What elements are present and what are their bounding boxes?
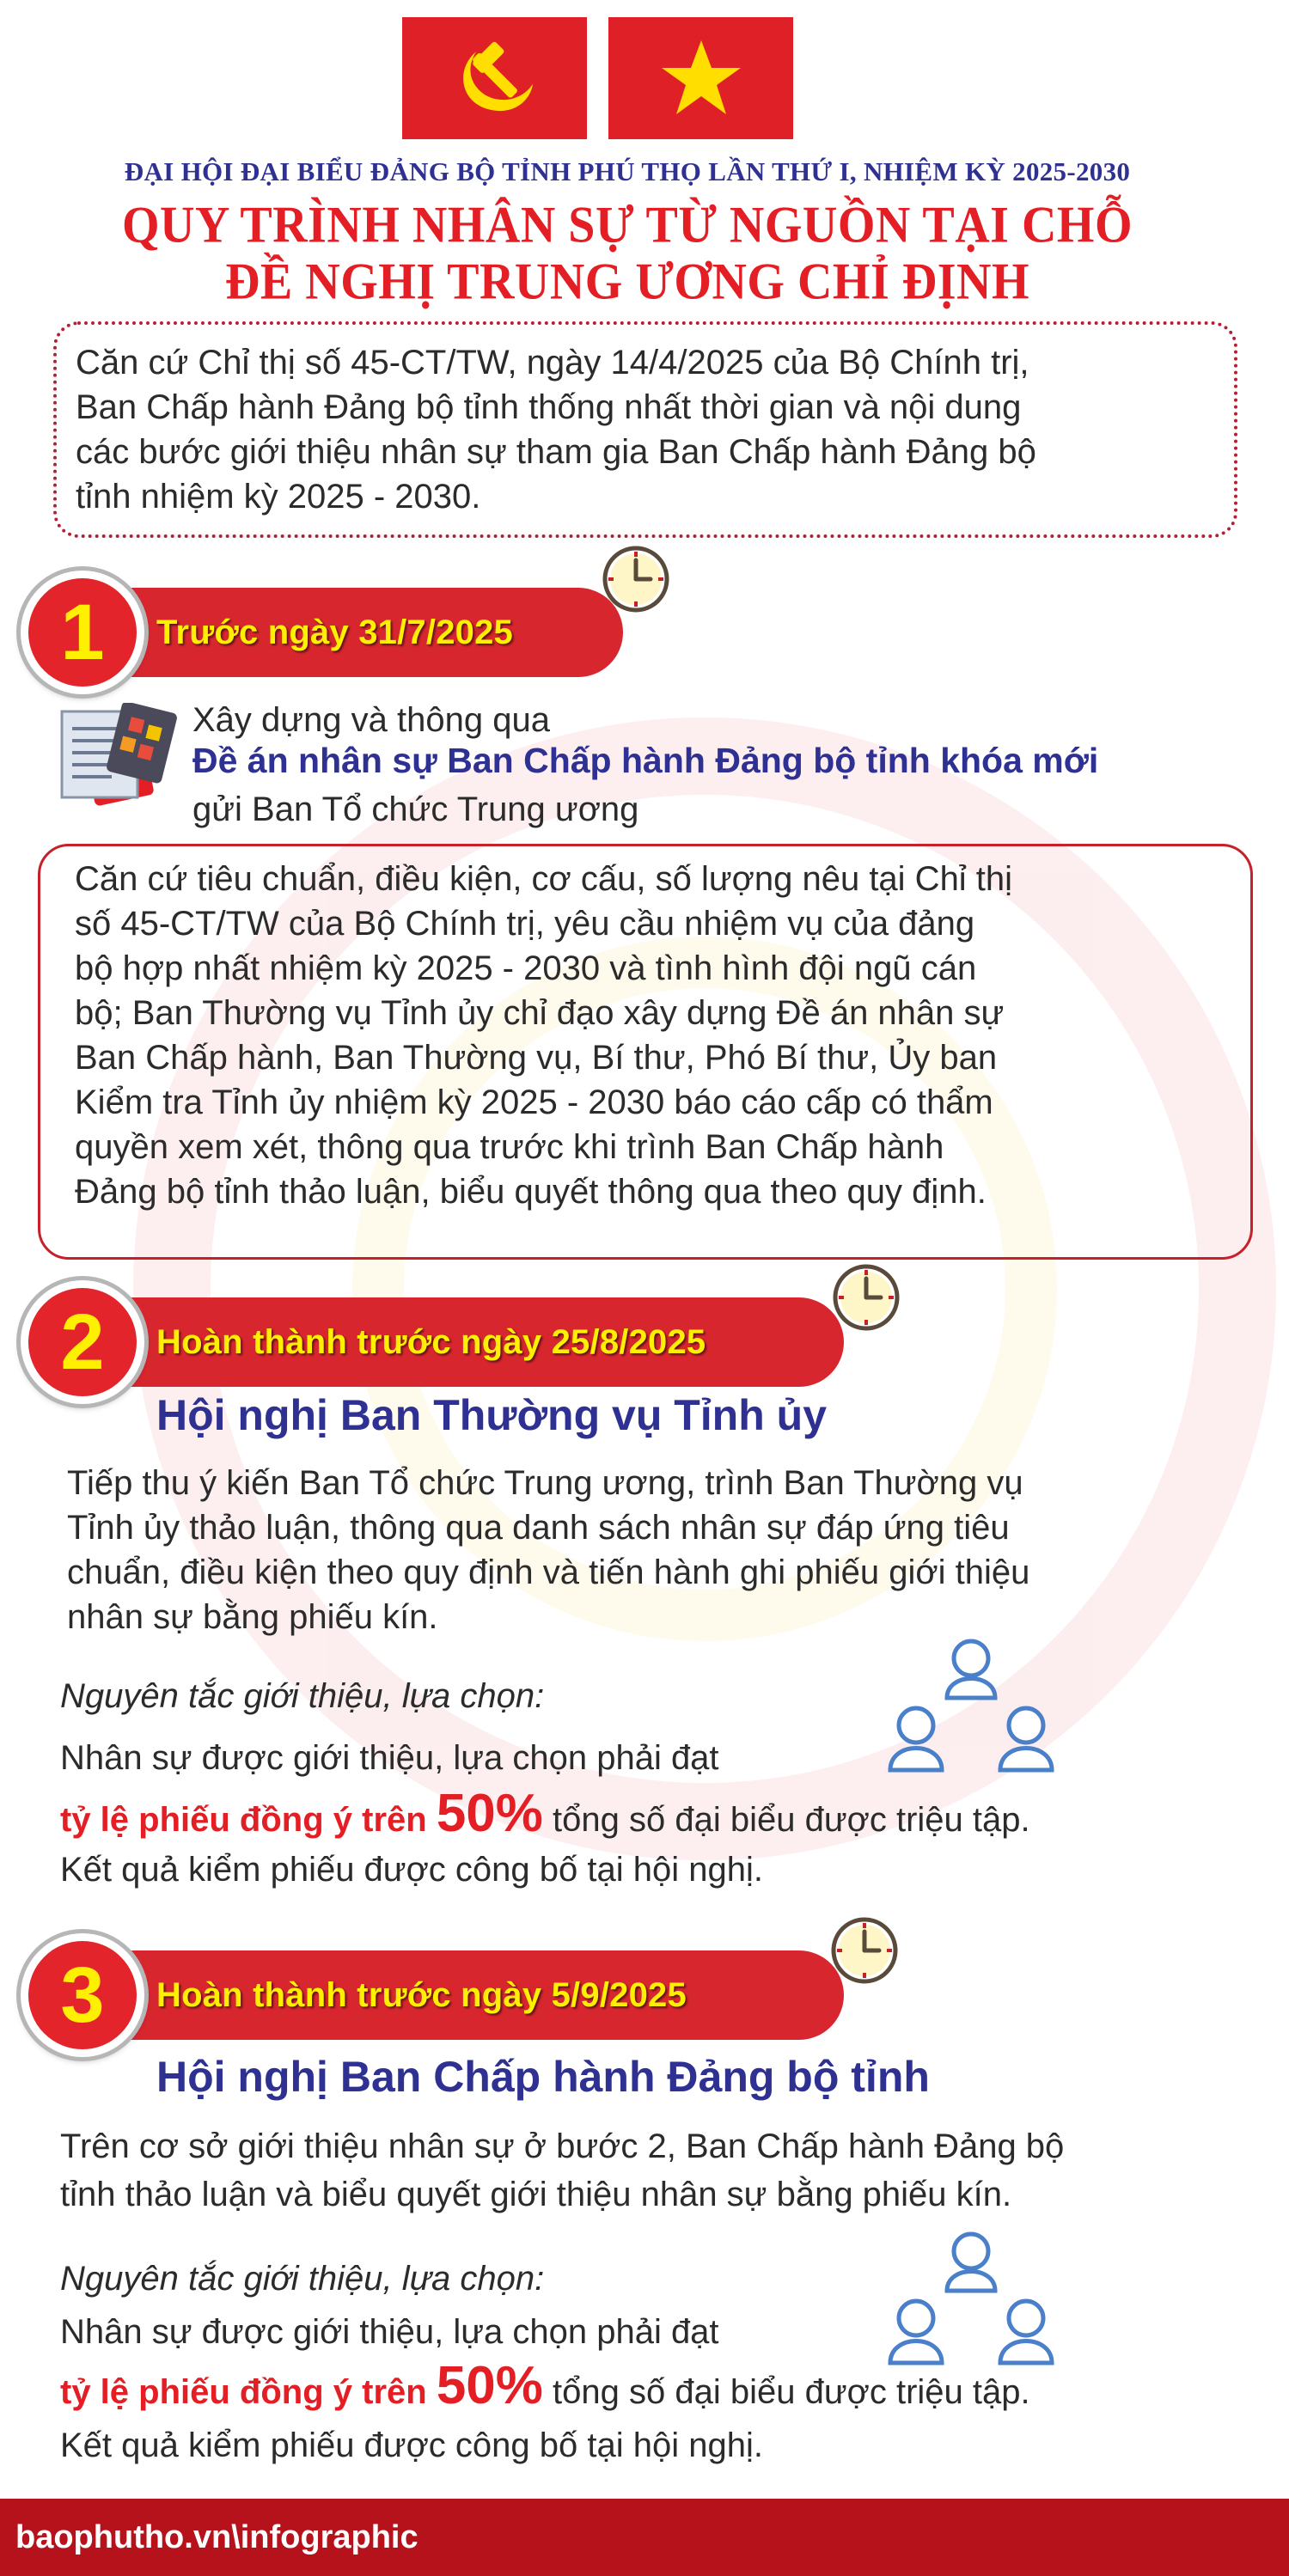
- step1-box-line: bộ; Ban Thường vụ Tỉnh ủy chỉ đạo xây dựng Đề án nhân sự: [75, 994, 1005, 1032]
- step3-ratio-value: 50%: [436, 2356, 543, 2415]
- step3-principle-label: Nguyên tắc giới thiệu, lựa chọn:: [60, 2260, 545, 2298]
- intro-line: các bước giới thiệu nhân sự tham gia Ban Chấp hành Đảng bộ: [76, 433, 1036, 471]
- step3-ratio-suffix: tổng số đại biểu được triệu tập.: [553, 2373, 1030, 2411]
- step1-detail-box: [38, 844, 1253, 1260]
- step2-result: Kết quả kiểm phiếu được công bố tại hội nghị.: [60, 1851, 763, 1889]
- clock-icon: [830, 1916, 899, 1985]
- step3-deadline-bar: [129, 1950, 844, 2040]
- step3-number: 3: [60, 1951, 105, 2039]
- step1-number-badge: [21, 571, 144, 694]
- step2-ratio-label: tỷ lệ phiếu đồng ý trên: [60, 1801, 427, 1839]
- step3-number-badge: [21, 1933, 144, 2057]
- step1-deadline: Trước ngày 31/7/2025: [156, 613, 513, 651]
- step1-number: 1: [60, 589, 105, 676]
- footer-bar: [0, 2499, 1289, 2576]
- step2-heading: Hội nghị Ban Thường vụ Tỉnh ủy: [156, 1391, 828, 1439]
- step3-body-line: Trên cơ sở giới thiệu nhân sự ở bước 2, Ban Chấp hành Đảng bộ: [60, 2127, 1065, 2165]
- step2-deadline-bar: [129, 1297, 844, 1387]
- step1-box-line: Căn cứ tiêu chuẩn, điều kiện, cơ cấu, số lượng nêu tại Chỉ thị: [75, 860, 1013, 898]
- step2-body-line: Tiếp thu ý kiến Ban Tổ chức Trung ương, trình Ban Thường vụ: [67, 1464, 1023, 1502]
- step1-box-line: số 45-CT/TW của Bộ Chính trị, yêu cầu nhiệm vụ của đảng: [75, 905, 975, 943]
- page-title-line1: QUY TRÌNH NHÂN SỰ TỪ NGUỒN TẠI CHỖ: [121, 196, 1133, 254]
- document-icon: [60, 703, 177, 815]
- step3-body-line: tỉnh thảo luận và biểu quyết giới thiệu nhân sự bằng phiếu kín.: [60, 2176, 1012, 2213]
- step3-result: Kết quả kiểm phiếu được công bố tại hội nghị.: [60, 2426, 763, 2464]
- step3-ratio-label: tỷ lệ phiếu đồng ý trên: [60, 2373, 427, 2411]
- page-title-line2: ĐỀ NGHỊ TRUNG ƯƠNG CHỈ ĐỊNH: [224, 253, 1030, 311]
- step2-deadline: Hoàn thành trước ngày 25/8/2025: [156, 1322, 706, 1361]
- clock-icon: [602, 545, 670, 613]
- intro-line: Căn cứ Chỉ thị số 45-CT/TW, ngày 14/4/2025 của Bộ Chính trị,: [76, 344, 1029, 382]
- people-group-icon: [885, 1633, 1057, 1779]
- step2-principle-label: Nguyên tắc giới thiệu, lựa chọn:: [60, 1677, 545, 1715]
- step1-box-line: bộ hợp nhất nhiệm kỳ 2025 - 2030 và tình hình đội ngũ cán: [75, 949, 977, 987]
- step1-box-line: Kiểm tra Tỉnh ủy nhiệm kỳ 2025 - 2030 báo cáo cấp có thẩm: [75, 1084, 993, 1121]
- national-flag: [608, 17, 793, 139]
- step1-box-line: quyền xem xét, thông qua trước khi trình Ban Chấp hành: [75, 1128, 944, 1166]
- step1-deadline-bar: [129, 588, 623, 677]
- star-icon: [658, 35, 744, 121]
- people-group-icon: [885, 2225, 1057, 2372]
- congress-title: ĐẠI HỘI ĐẠI BIỂU ĐẢNG BỘ TỈNH PHÚ THỌ LẦN THỨ I, NHIỆM KỲ 2025-2030: [124, 156, 1131, 186]
- step1-line-after: gửi Ban Tổ chức Trung ương: [192, 791, 639, 828]
- step2-ratio-suffix: tổng số đại biểu được triệu tập.: [553, 1801, 1030, 1839]
- intro-box: [53, 321, 1237, 538]
- step1-box-line: Đảng bộ tỉnh thảo luận, biểu quyết thông qua theo quy định.: [75, 1173, 987, 1211]
- step2-body-line: Tỉnh ủy thảo luận, thông qua danh sách nhân sự đáp ứng tiêu: [67, 1509, 1010, 1547]
- party-flag: [402, 17, 587, 139]
- intro-line: tỉnh nhiệm kỳ 2025 - 2030.: [76, 478, 481, 516]
- intro-line: Ban Chấp hành Đảng bộ tỉnh thống nhất thời gian và nội dung: [76, 388, 1022, 426]
- step1-line-before: Xây dựng và thông qua: [192, 701, 550, 739]
- step2-ratio-value: 50%: [436, 1784, 543, 1843]
- step2-number-badge: [21, 1280, 144, 1404]
- hammer-sickle-icon: [448, 31, 542, 125]
- step2-number: 2: [60, 1298, 105, 1386]
- step1-highlight: Đề án nhân sự Ban Chấp hành Đảng bộ tỉnh khóa mới: [192, 741, 1099, 780]
- step1-box-line: Ban Chấp hành, Ban Thường vụ, Bí thư, Phó Bí thư, Ủy ban: [75, 1039, 998, 1077]
- source-link[interactable]: baophutho.vn\infographic: [15, 2518, 418, 2555]
- step3-deadline: Hoàn thành trước ngày 5/9/2025: [156, 1975, 687, 2014]
- step2-ratio-line: [60, 1784, 1030, 1850]
- step3-heading: Hội nghị Ban Chấp hành Đảng bộ tỉnh: [156, 2053, 930, 2101]
- step2-body-line: nhân sự bằng phiếu kín.: [67, 1598, 438, 1636]
- step2-body-line: chuẩn, điều kiện theo quy định và tiến hành ghi phiếu giới thiệu: [67, 1554, 1030, 1591]
- step3-principle-line: Nhân sự được giới thiệu, lựa chọn phải đạt: [60, 2313, 719, 2351]
- clock-icon: [832, 1263, 901, 1332]
- step2-principle-line: Nhân sự được giới thiệu, lựa chọn phải đạt: [60, 1739, 719, 1777]
